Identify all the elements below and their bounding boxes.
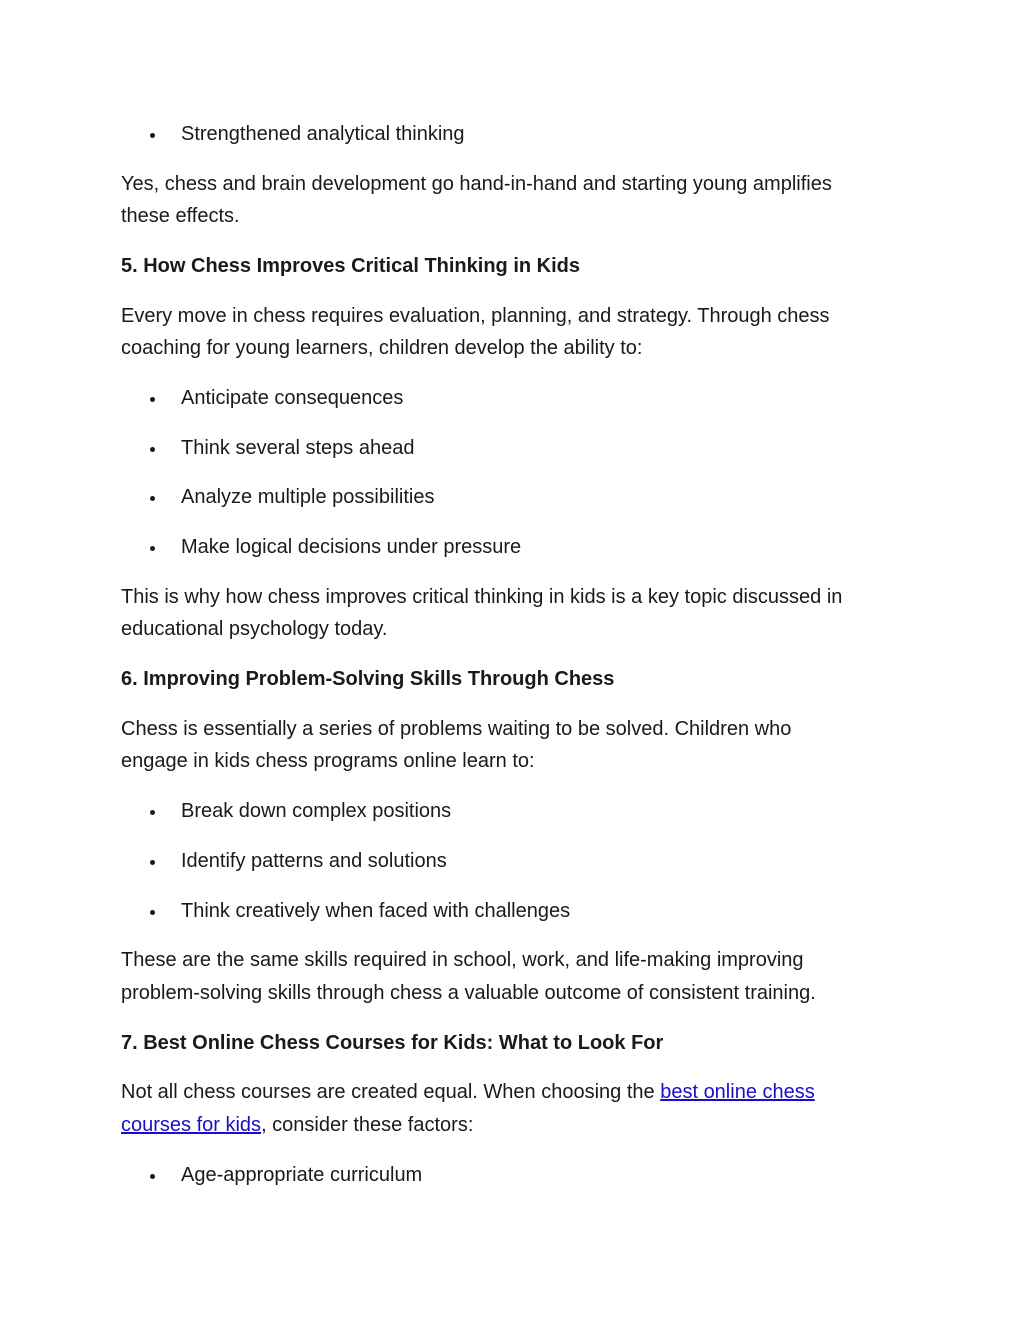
- paragraph-line: Every move in chess requires evaluation, planning, and strategy. Through chess: [121, 305, 830, 327]
- list-item-text: Strengthened analytical thinking: [181, 123, 465, 145]
- bullet-icon: [150, 860, 155, 865]
- list-item-text: Anticipate consequences: [181, 387, 404, 409]
- paragraph-line: engage in kids chess programs online learn to:: [121, 750, 535, 772]
- paragraph-line: Chess is essentially a series of problems waiting to be solved. Children who: [121, 718, 792, 740]
- section-heading: 6. Improving Problem-Solving Skills Through Chess: [121, 668, 615, 690]
- best-online-chess-courses-link[interactable]: best online chess: [660, 1081, 815, 1103]
- list-item-text: Think creatively when faced with challenges: [181, 900, 571, 922]
- paragraph-text: , consider these factors:: [261, 1114, 474, 1136]
- list-item-text: Analyze multiple possibilities: [181, 486, 435, 508]
- bullet-icon: [150, 910, 155, 915]
- paragraph-line: problem-solving skills through chess a valuable outcome of consistent training.: [121, 982, 816, 1004]
- list-item-text: Think several steps ahead: [181, 437, 415, 459]
- paragraph-line: educational psychology today.: [121, 618, 388, 640]
- list-item-text: Identify patterns and solutions: [181, 850, 447, 872]
- bullet-icon: [150, 397, 155, 402]
- list-item-text: Make logical decisions under pressure: [181, 536, 522, 558]
- bullet-icon: [150, 1174, 155, 1179]
- bullet-icon: [150, 133, 155, 138]
- paragraph-line: This is why how chess improves critical thinking in kids is a key topic discussed in: [121, 586, 843, 608]
- paragraph-line: These are the same skills required in school, work, and life-making improving: [121, 949, 804, 971]
- section-heading: 7. Best Online Chess Courses for Kids: What to Look For: [121, 1032, 664, 1054]
- paragraph-line: Yes, chess and brain development go hand-in-hand and starting young amplifies: [121, 173, 832, 195]
- paragraph-line: [121, 1076, 815, 1109]
- section-heading: 5. How Chess Improves Critical Thinking in Kids: [121, 255, 580, 277]
- bullet-icon: [150, 496, 155, 501]
- list-item-text: Break down complex positions: [181, 800, 452, 822]
- best-online-chess-courses-link[interactable]: courses for kids: [121, 1114, 262, 1136]
- paragraph-line: these effects.: [121, 205, 240, 227]
- paragraph-line: coaching for young learners, children develop the ability to:: [121, 337, 643, 359]
- bullet-icon: [150, 447, 155, 452]
- bullet-icon: [150, 810, 155, 815]
- bullet-icon: [150, 546, 155, 551]
- paragraph-text: Not all chess courses are created equal. When choosing the: [121, 1081, 661, 1103]
- paragraph-line: [121, 1109, 473, 1142]
- list-item-text: Age-appropriate curriculum: [181, 1164, 423, 1186]
